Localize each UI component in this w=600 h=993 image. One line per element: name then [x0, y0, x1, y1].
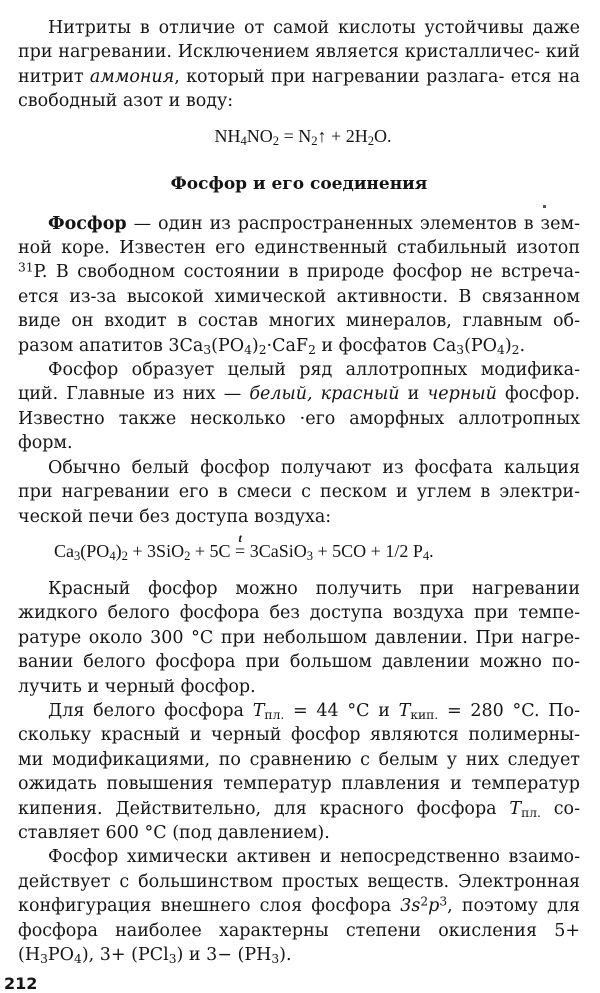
paragraph-white-phosphorus: Обычно белый фосфор получают из фосфата кальция при нагревании его в смеси с песком и углем в электри- ческой печи без доступа воздуха:: [18, 457, 580, 527]
paragraph-allotropes: Фосфор образует целый ряд аллотропных модифика- ций. Главные из них — белый, красный и черный фосфор. Известно также несколько ·его аморфных аллотропных форм.: [18, 360, 580, 454]
paragraph-red-phosphorus: Красный фосфор можно получить при нагревании жидкого белого фосфора без доступа воздуха при темпе- ратуре около 300 °C при небольшом давлении. При нагре- вании белого фосфора при большом давлении можно по- лучить и черный фосфор.: [18, 578, 580, 697]
page-number: 212: [4, 974, 38, 993]
paragraph-reactivity: Фосфор химически активен и непосредственно взаимо- действует с большинством простых веществ. Электронная конфигурация внешнего слоя фосфора $3s^2p^3$, поэтому для фосфора наиболее характерны степени окисления $5+ (H_3PO_4)$, 3+ (PCl$_3$) и $3- (PH_3)$.: [18, 847, 581, 967]
scan-speck: [543, 205, 546, 208]
section-heading: Фосфор и его соединения: [170, 173, 428, 194]
paragraph-temperatures: Для белого фосфора $T_{пл.} = 44$ °C и $T_{кип.} = 280$ °C. По- скольку красный и черный фосфор являются полимерны- ми модификациями, по сравнению с белым у них следует ожидать повышения температур плавления и температур кипения. Действительно, для красного фосфора $T_{пл.}$ со- ставляет 600 °C (под давлением).: [18, 700, 581, 843]
paragraph-phosphorus: Фосфор — один из распространенных элементов в зем- ной коре. Известен его единственный стабильный изотоп $^{31}$P. В свободном состоянии в природе фосфор не встреча- ется из-за высокой химической активности. В связанном виде он входит в состав многих минералов, главным об- разом апатитов $3Ca_3(PO_4)_2\cdot CaF_2$ и фосфатов $Ca_3(PO_4)_2$.: [18, 213, 580, 357]
formula-ammonium-nitrite: $NH_4NO_2$ = $N_2↑ + 2H_2O$.: [214, 125, 392, 148]
intro-paragraph: Нитриты в отличие от самой кислоты устойчивы даже при нагревании. Исключением является кристалличес- кий нитрит аммония, который при нагревании разлага- ется на свободный азот и воду:: [18, 18, 580, 112]
formula-phosphorus-production: $Ca_3(PO_4)_2 + 3SiO_2 + 5C$ t = 3CaSiO$_3$ + 5CO + 1/2 $P_4$.: [54, 530, 434, 564]
